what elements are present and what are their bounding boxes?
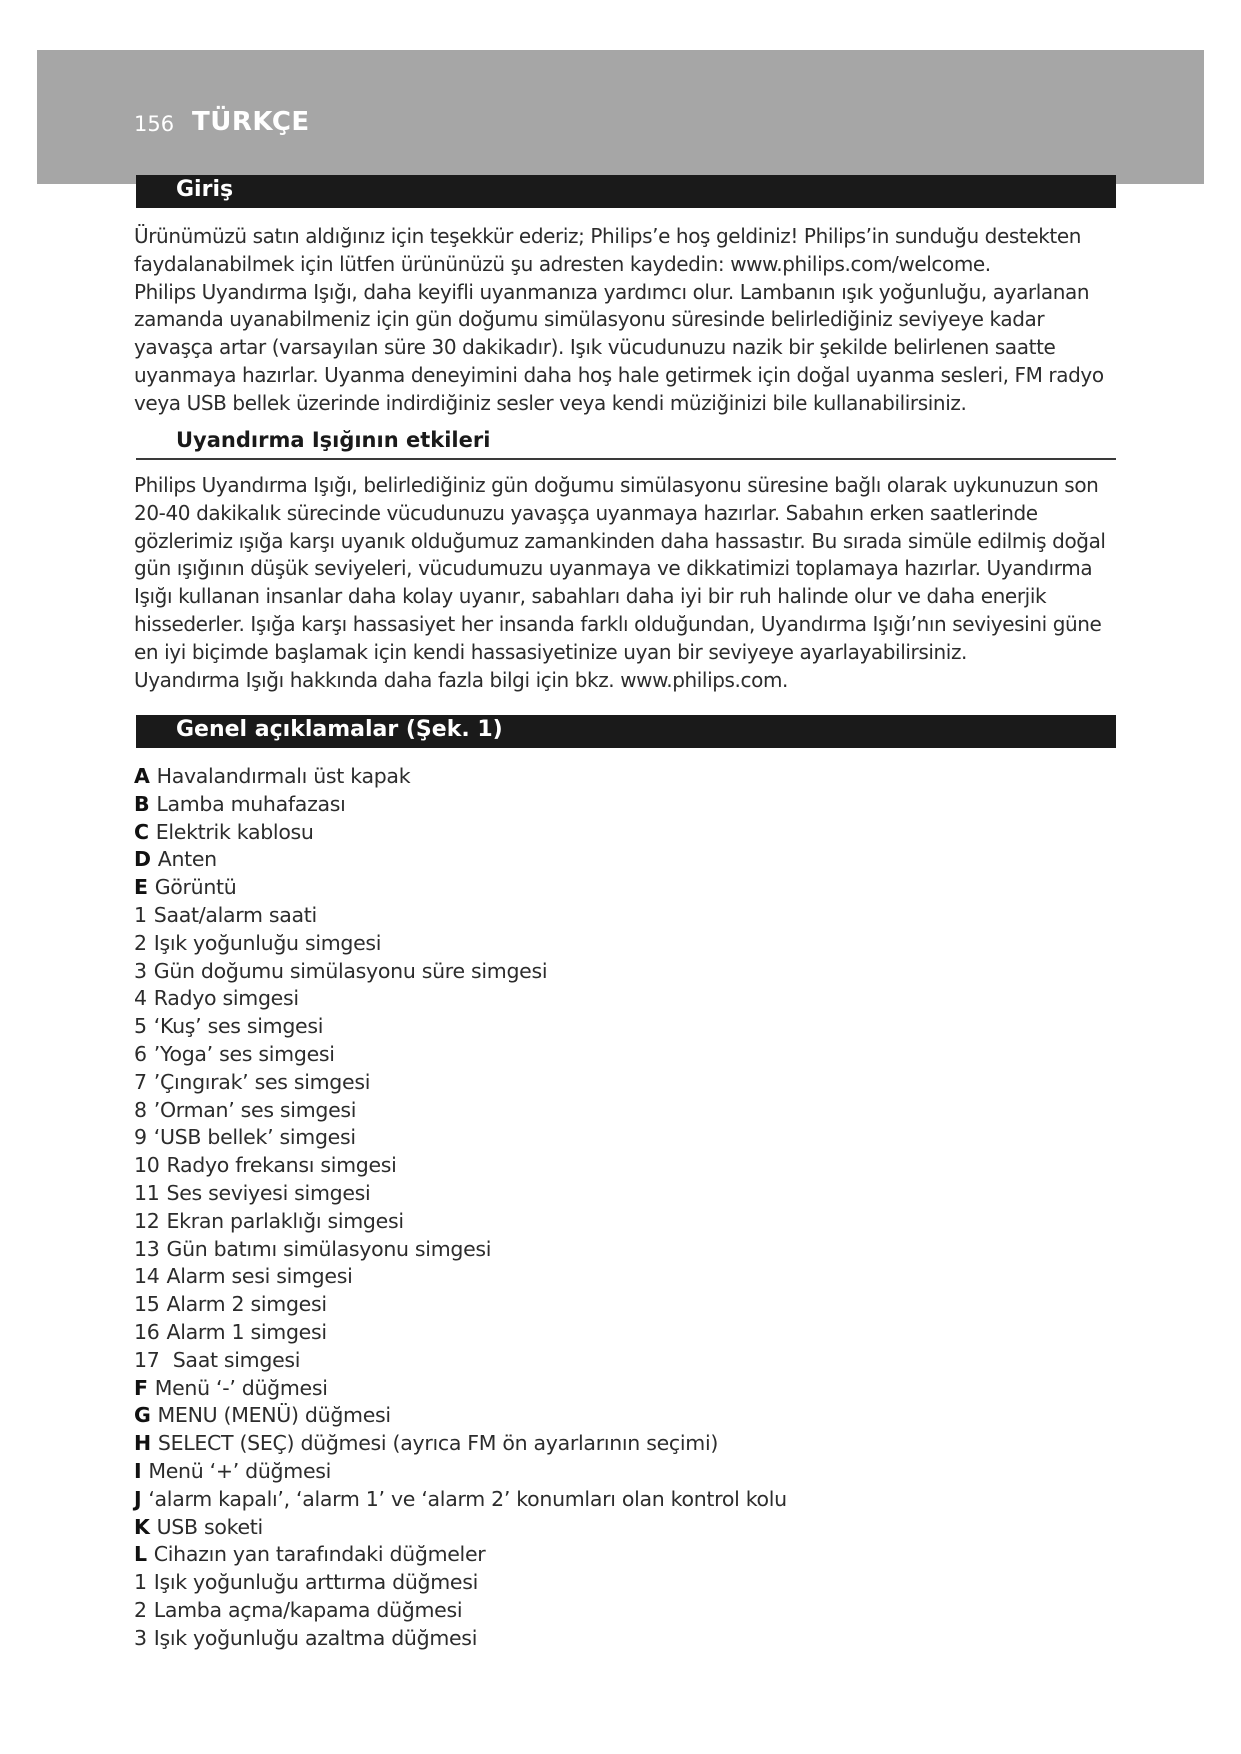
- list-item-text: Alarm 1 simgesi: [166, 1319, 327, 1344]
- list-item-text: Menü ‘+’ düğmesi: [148, 1458, 332, 1483]
- language-title: TÜRKÇE: [192, 107, 310, 137]
- list-item: [134, 1208, 1034, 1236]
- list-item: [134, 958, 1034, 986]
- list-item-key: 5: [134, 1014, 147, 1039]
- list-item-key: 1: [134, 902, 147, 927]
- list-item: [134, 1569, 1034, 1597]
- list-item: [134, 1430, 1034, 1458]
- list-item-key: 2: [134, 930, 147, 955]
- list-item: [134, 1180, 1034, 1208]
- list-item: [134, 791, 1034, 819]
- list-item-key: 15: [134, 1292, 160, 1317]
- list-item-key: 12: [134, 1208, 160, 1233]
- list-item-key: G: [134, 1403, 151, 1428]
- list-item-text: Lamba muhafazası: [156, 791, 346, 816]
- list-item-text: MENU (MENÜ) düğmesi: [157, 1403, 391, 1428]
- list-item: [134, 1263, 1034, 1291]
- effects-text: [134, 472, 1124, 694]
- list-item-text: Ses seviyesi simgesi: [166, 1180, 371, 1205]
- list-item: [134, 1541, 1034, 1569]
- list-item-text: Işık yoğunluğu arttırma düğmesi: [153, 1570, 478, 1595]
- list-item-text: ‘USB bellek’ simgesi: [153, 1125, 356, 1150]
- list-item-text: Lamba açma/kapama düğmesi: [153, 1597, 463, 1622]
- page-number: 156: [134, 112, 175, 136]
- list-item-key: 2: [134, 1597, 147, 1622]
- list-item: [134, 1069, 1034, 1097]
- section-title-intro: Giriş: [176, 177, 234, 202]
- subheading-effects: [136, 428, 1116, 460]
- list-item: [134, 1375, 1034, 1403]
- list-item-text: Gün batımı simülasyonu simgesi: [166, 1236, 492, 1261]
- list-item: [134, 1097, 1034, 1125]
- list-item: [134, 874, 1034, 902]
- list-item: [134, 763, 1034, 791]
- intro-text: [134, 223, 1124, 418]
- list-item-text: Işık yoğunluğu simgesi: [153, 930, 382, 955]
- list-item: [134, 1291, 1034, 1319]
- list-item-key: 17: [134, 1347, 160, 1372]
- list-item: [134, 985, 1034, 1013]
- list-item: [134, 1625, 1034, 1653]
- list-item: [134, 1486, 1034, 1514]
- list-item-key: K: [134, 1514, 150, 1539]
- intro-paragraph: Philips Uyandırma Işığı, daha keyifli uyanmanıza yardımcı olur. Lambanın ışık yoğunluğu, ayarlanan zamanda uyanabilmeniz için gün doğumu simülasyonu süresinde belirlediğiniz seviyeye kadar yavaşça artar (varsayılan süre 30 dakikadır). Işık vücudunuzu nazik bir şekilde belirlenen saatte uyanmaya hazırlar. Uyanma deneyimini daha hoş hale getirmek için doğal uyanma sesleri, FM radyo veya USB bellek üzerinde indirdiğiniz sesler veya kendi müziğinizi bile kullanabilirsiniz.: [134, 279, 1104, 415]
- list-item-key: 1: [134, 1570, 147, 1595]
- list-item: [134, 1458, 1034, 1486]
- list-item-text: Alarm 2 simgesi: [166, 1292, 327, 1317]
- list-item-key: L: [134, 1542, 147, 1567]
- intro-paragraph: Ürünümüzü satın aldığınız için teşekkür ederiz; Philips’e hoş geldiniz! Philips’in sunduğu destekten faydalanabilmek için lütfen ürününüzü şu adresten kaydedin: www.philips.com/welcome.: [134, 224, 1082, 276]
- list-item: [134, 902, 1034, 930]
- list-item-text: Radyo simgesi: [153, 986, 299, 1011]
- list-item-text: Gün doğumu simülasyonu süre simgesi: [153, 958, 548, 983]
- list-item-key: I: [134, 1458, 142, 1483]
- list-item-text: Havalandırmalı üst kapak: [156, 764, 411, 788]
- list-item-key: J: [134, 1486, 142, 1511]
- list-item: [134, 1124, 1034, 1152]
- list-item-key: 7: [134, 1069, 147, 1094]
- list-item-key: 11: [134, 1180, 160, 1205]
- list-item-key: 3: [134, 958, 147, 983]
- list-item: [134, 1514, 1034, 1542]
- list-item-text: Anten: [157, 847, 217, 872]
- list-item-key: 13: [134, 1236, 160, 1261]
- list-item-text: USB soketi: [156, 1514, 263, 1539]
- effects-paragraph: Philips Uyandırma Işığı, belirlediğiniz gün doğumu simülasyonu süresine bağlı olarak uykunuzun son 20-40 dakikalık sürecinde vücudunuzu yavaşça uyanmaya hazırlar. Sabahın erken saatlerinde gözlerimiz ışığa karşı uyanık olduğumuz zamankinden daha hassastır. Bu sırada simüle edilmiş doğal gün ışığının düşük seviyeleri, vücudumuzu uyanmaya ve dikkatimizi toplamaya hazırlar. Uyandırma Işığı kullanan insanlar daha kolay uyanır, sabahları daha iyi bir ruh halinde olur ve daha enerjik hissederler. Işığa karşı hassasiyet her insanda farklı olduğundan, Uyandırma Işığı’nın seviyesini güne en iyi biçimde başlamak için kendi hassasiyetinize uyan bir seviyeye ayarlayabilirsiniz.: [134, 473, 1106, 664]
- list-item: [134, 1013, 1034, 1041]
- list-item-key: 9: [134, 1125, 147, 1150]
- list-item-key: D: [134, 847, 151, 872]
- list-item: [134, 1319, 1034, 1347]
- list-item-text: Elektrik kablosu: [155, 819, 314, 844]
- list-item-text: ’Yoga’ ses simgesi: [153, 1041, 335, 1066]
- list-item-key: B: [134, 791, 150, 816]
- list-item: [134, 1597, 1034, 1625]
- list-item: [134, 819, 1034, 847]
- list-item-key: 10: [134, 1153, 160, 1178]
- list-item-text: Saat simgesi: [166, 1347, 301, 1372]
- list-item: [134, 1402, 1034, 1430]
- list-item-text: ’Orman’ ses simgesi: [153, 1097, 357, 1122]
- list-item: [134, 1236, 1034, 1264]
- list-item: [134, 1152, 1034, 1180]
- list-item-text: Alarm sesi simgesi: [166, 1264, 353, 1289]
- list-item-text: SELECT (SEÇ) düğmesi (ayrıca FM ön ayarlarının seçimi): [157, 1431, 719, 1456]
- list-item-text: Radyo frekansı simgesi: [166, 1153, 397, 1178]
- list-item-text: Saat/alarm saati: [153, 902, 317, 927]
- list-item-key: H: [134, 1431, 151, 1456]
- list-item-text: Menü ‘-’ düğmesi: [154, 1375, 328, 1400]
- list-item-text: ’Çıngırak’ ses simgesi: [153, 1069, 371, 1094]
- list-item: [134, 930, 1034, 958]
- section-heading-intro: [136, 175, 1116, 208]
- effects-paragraph: Uyandırma Işığı hakkında daha fazla bilgi için bkz. www.philips.com.: [134, 667, 788, 692]
- list-item-key: 3: [134, 1625, 147, 1650]
- list-item-key: A: [134, 764, 150, 788]
- section-heading-overview: [136, 715, 1116, 748]
- list-item-text: ‘alarm kapalı’, ‘alarm 1’ ve ‘alarm 2’ konumları olan kontrol kolu: [148, 1486, 787, 1511]
- section-title-overview: Genel açıklamalar (Şek. 1): [176, 717, 503, 742]
- list-item-text: Ekran parlaklığı simgesi: [166, 1208, 404, 1233]
- subheading-title-effects: Uyandırma Işığının etkileri: [176, 428, 491, 452]
- list-item-text: Görüntü: [154, 875, 237, 900]
- list-item: [134, 1041, 1034, 1069]
- list-item-key: C: [134, 819, 149, 844]
- list-item-text: Işık yoğunluğu azaltma düğmesi: [153, 1625, 478, 1650]
- list-item-text: Cihazın yan tarafındaki düğmeler: [153, 1542, 486, 1567]
- list-item-key: 8: [134, 1097, 147, 1122]
- list-item-key: 6: [134, 1041, 147, 1066]
- list-item-key: E: [134, 875, 148, 900]
- list-item: [134, 1347, 1034, 1375]
- list-item-key: 4: [134, 986, 147, 1011]
- list-item-key: 14: [134, 1264, 160, 1289]
- list-item-key: F: [134, 1375, 148, 1400]
- list-item-text: ‘Kuş’ ses simgesi: [153, 1014, 324, 1039]
- parts-list: [134, 763, 1034, 1653]
- list-item: [134, 846, 1034, 874]
- list-item-key: 16: [134, 1319, 160, 1344]
